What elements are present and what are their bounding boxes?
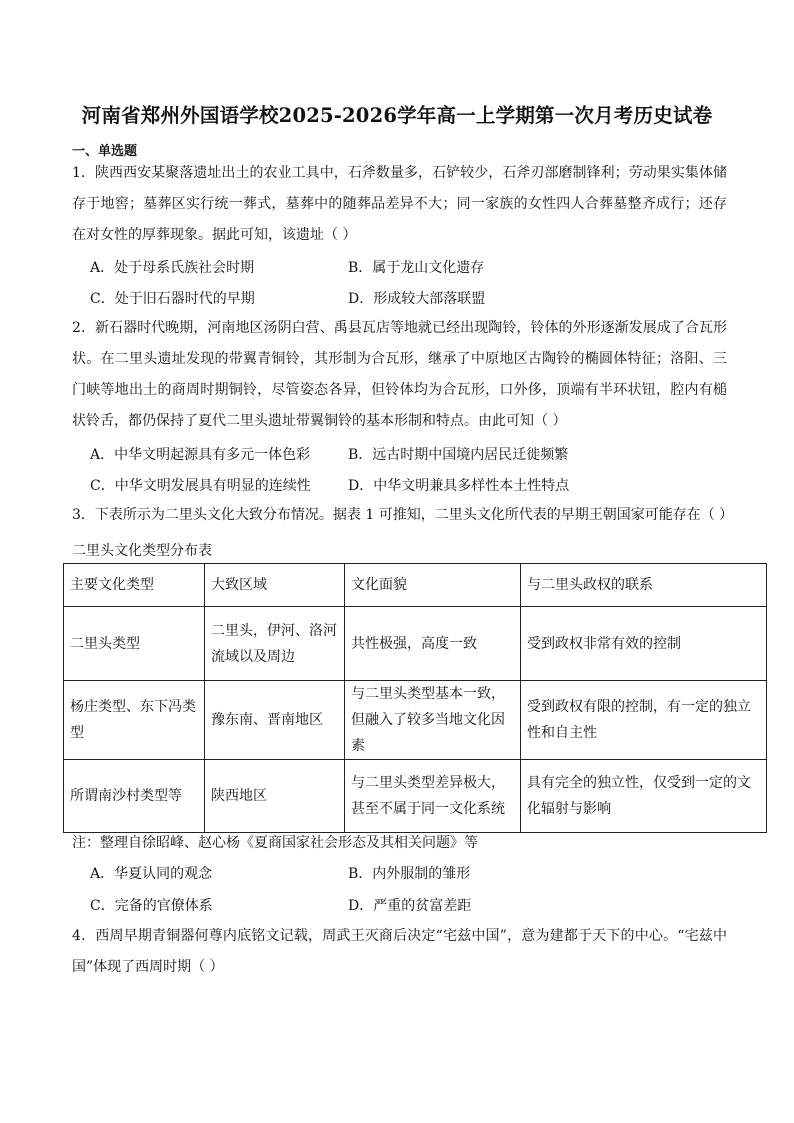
table-cell: 二里头类型 <box>64 607 205 681</box>
question-3-stem: 3．下表所示为二里头文化大致分布情况。据表 1 可推知，二里头文化所代表的早期王朝国家可能存在（ ） <box>72 507 734 523</box>
table-cell: 受到政权有限的控制，有一定的独立性和自主性 <box>521 681 767 760</box>
table-header-cell: 大致区域 <box>205 564 345 607</box>
q2-option-b: B．远古时期中国境内居民迁徙频繁 <box>348 447 569 463</box>
table-header-row <box>64 564 767 607</box>
table-note: 注：整理自徐昭峰、赵心杨《夏商国家社会形态及其相关问题》等 <box>72 835 478 851</box>
q1-option-c: C．处于旧石器时代的早期 <box>90 291 255 307</box>
table-row <box>64 681 767 760</box>
table-cell: 陕西地区 <box>205 760 345 833</box>
table-header-cell: 与二里头政权的联系 <box>521 564 767 607</box>
q1-option-d: D．形成较大部落联盟 <box>348 291 486 307</box>
table-row <box>64 607 767 681</box>
q3-option-a: A．华夏认同的观念 <box>90 866 213 882</box>
q3-option-c: C．完备的官僚体系 <box>90 898 213 914</box>
question-4-stem: 4．西周早期青铜器何尊内底铭文记载，周武王灭商后决定“宅兹中国”，意为建都于天下的中心。“宅兹中国”体现了西周时期（ ） <box>72 928 727 975</box>
question-2-stem: 2．新石器时代晚期，河南地区汤阴白营、禹县瓦店等地就已经出现陶铃，铃体的外形逐渐发展成了合瓦形状。在二里头遗址发现的带翼青铜铃，其形制为合瓦形，继承了中原地区古陶铃的椭圆体特征；洛阳、三门峡等地出土的商周时期铜铃，尽管姿态各异，但铃体均为合瓦形，口外侈，顶端有半环状钮，腔内有槌状铃舌，都仍保持了夏代二里头遗址带翼铜铃的基本形制和特点。由此可知（ ） <box>72 320 727 429</box>
question-1-stem: 1．陕西西安某聚落遗址出土的农业工具中，石斧数量多，石铲较少，石斧刃部磨制锋利；劳动果实集体储存于地窖；墓葬区实行统一葬式，墓葬中的随葬品差异不大；同一家族的女性四人合葬墓整齐成行；还存在对女性的厚葬现象。据此可知，该遗址（ ） <box>72 165 727 243</box>
table-cell: 豫东南、晋南地区 <box>205 681 345 760</box>
exam-title: 河南省郑州外国语学校2025-2026学年高一上学期第一次月考历史试卷 <box>81 104 713 127</box>
q2-option-d: D．中华文明兼具多样性本土性特点 <box>348 478 570 494</box>
table-cell: 与二里头类型差异极大，甚至不属于同一文化系统 <box>345 760 521 833</box>
table-cell: 受到政权非常有效的控制 <box>521 607 767 681</box>
table-cell: 二里头，伊河、洛河流域以及周边 <box>205 607 345 681</box>
table-cell: 杨庄类型、东下冯类型 <box>64 681 205 760</box>
table-cell: 共性极强，高度一致 <box>345 607 521 681</box>
table-cell: 所谓南沙村类型等 <box>64 760 205 833</box>
q2-option-c: C．中华文明发展具有明显的连续性 <box>90 478 311 494</box>
table-header-cell: 文化面貌 <box>345 564 521 607</box>
q2-option-a: A．中华文明起源具有多元一体色彩 <box>90 447 311 463</box>
table-cell: 与二里头类型基本一致，但融入了较多当地文化因素 <box>345 681 521 760</box>
table-caption: 二里头文化类型分布表 <box>72 543 212 559</box>
culture-distribution-table <box>63 563 767 833</box>
q1-option-a: A．处于母系氏族社会时期 <box>90 260 255 276</box>
table-cell: 具有完全的独立性，仅受到一定的文化辐射与影响 <box>521 760 767 833</box>
q3-option-d: D．严重的贫富差距 <box>348 898 472 914</box>
table-header-cell: 主要文化类型 <box>64 564 205 607</box>
q1-option-b: B．属于龙山文化遗存 <box>348 260 485 276</box>
section-heading: 一、单选题 <box>72 144 138 159</box>
q3-option-b: B．内外服制的雏形 <box>348 866 471 882</box>
table-row <box>64 760 767 833</box>
